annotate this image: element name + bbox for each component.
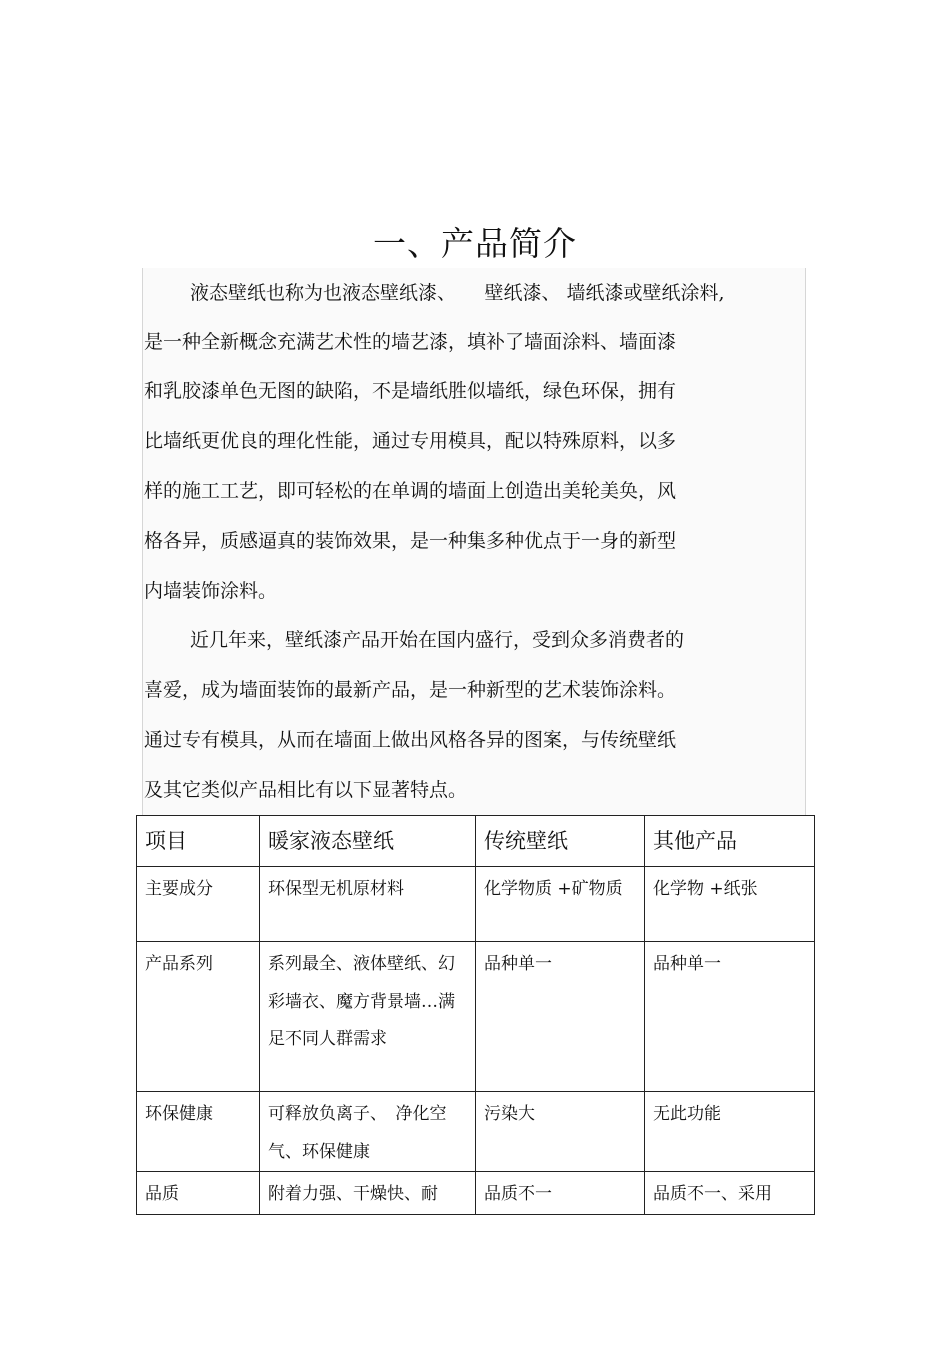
intro-line: 和乳胶漆单色无图的缺陷，不是墙纸胜似墙纸，绿色环保，拥有 bbox=[144, 380, 677, 402]
header-cell: 传统壁纸 bbox=[476, 816, 645, 867]
intro-line: 比墙纸更优良的理化性能，通过专用模具，配以特殊原料，以多 bbox=[144, 430, 677, 452]
intro-line: 内墙装饰涂料。 bbox=[144, 580, 278, 602]
table-cell: 品种单一 bbox=[645, 942, 815, 1092]
intro-line: 样的施工工艺，即可轻松的在单调的墙面上创造出美轮美奂，风 bbox=[144, 480, 677, 502]
table-cell: 附着力强、干燥快、耐 bbox=[260, 1172, 476, 1215]
table-row bbox=[137, 1092, 815, 1172]
intro-line: 液态壁纸也称为也液态壁纸漆、 壁纸漆、 墙纸漆或壁纸涂料, bbox=[190, 282, 725, 304]
table-cell: 系列最全、液体壁纸、幻彩墙衣、魔方背景墙…满足不同人群需求 bbox=[260, 942, 476, 1092]
header-cell: 项目 bbox=[137, 816, 260, 867]
page-title: 一、产品简介 bbox=[373, 224, 577, 263]
table-cell: 化学物质 +矿物质 bbox=[476, 867, 645, 942]
intro-line: 及其它类似产品相比有以下显著特点。 bbox=[144, 779, 468, 801]
intro-line: 是一种全新概念充满艺术性的墙艺漆，填补了墙面涂料、墙面漆 bbox=[144, 331, 677, 353]
table-cell: 无此功能 bbox=[645, 1092, 815, 1172]
table-row bbox=[137, 1172, 815, 1215]
table-cell: 主要成分 bbox=[137, 867, 260, 942]
table-cell: 品质不一、采用 bbox=[645, 1172, 815, 1215]
intro-line: 近几年来，壁纸漆产品开始在国内盛行，受到众多消费者的 bbox=[190, 629, 685, 651]
table-row bbox=[137, 942, 815, 1092]
table-cell: 环保型无机原材料 bbox=[260, 867, 476, 942]
table-row bbox=[137, 867, 815, 942]
table-cell: 可释放负离子、 净化空气、环保健康 bbox=[260, 1092, 476, 1172]
comparison-table bbox=[136, 815, 815, 1215]
table-cell: 品种单一 bbox=[476, 942, 645, 1092]
table-cell: 品质不一 bbox=[476, 1172, 645, 1215]
table-cell: 产品系列 bbox=[137, 942, 260, 1092]
intro-line: 格各异，质感逼真的装饰效果，是一种集多种优点于一身的新型 bbox=[144, 530, 677, 552]
table-header-row bbox=[137, 816, 815, 867]
intro-line: 通过专有模具，从而在墙面上做出风格各异的图案，与传统壁纸 bbox=[144, 729, 677, 751]
intro-line: 喜爱，成为墙面装饰的最新产品，是一种新型的艺术装饰涂料。 bbox=[144, 679, 677, 701]
header-cell: 暖家液态壁纸 bbox=[260, 816, 476, 867]
table-cell: 化学物 +纸张 bbox=[645, 867, 815, 942]
table-cell: 污染大 bbox=[476, 1092, 645, 1172]
table-cell: 环保健康 bbox=[137, 1092, 260, 1172]
table-cell: 品质 bbox=[137, 1172, 260, 1215]
header-cell: 其他产品 bbox=[645, 816, 815, 867]
